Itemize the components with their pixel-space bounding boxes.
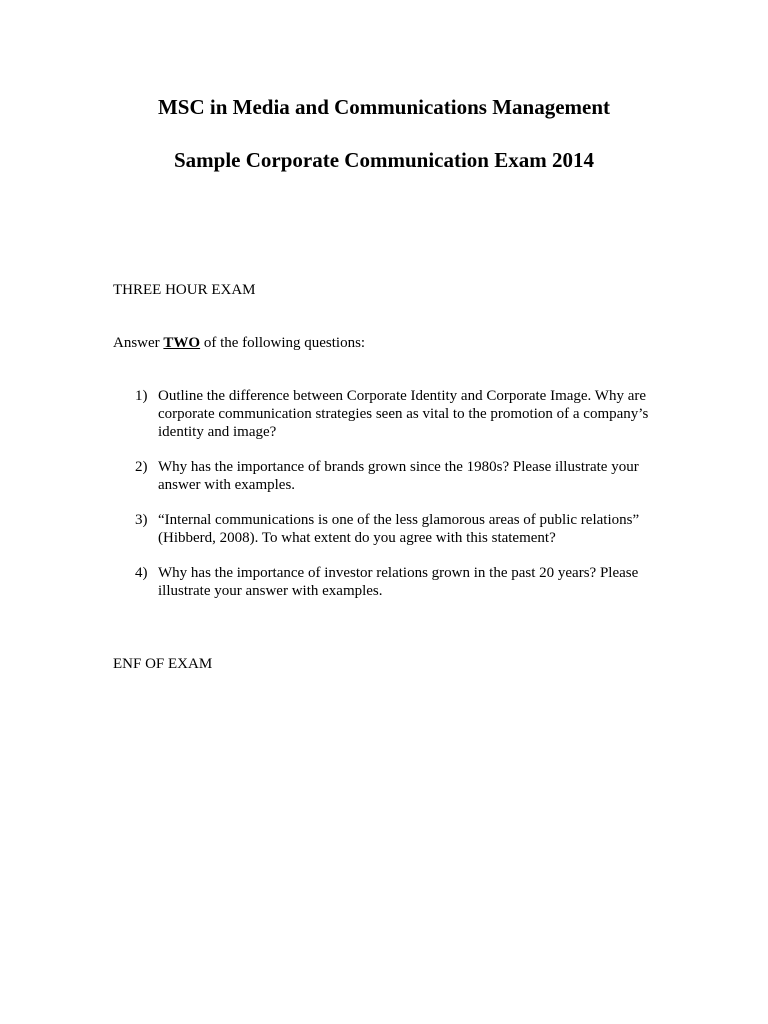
question-list bbox=[113, 387, 658, 617]
question-item bbox=[113, 564, 658, 600]
question-text: “Internal communications is one of the less glamorous areas of public relations” (Hibberd, 2008). To what extent do you agree with this statement? bbox=[158, 512, 640, 546]
question-number: 4) bbox=[135, 565, 148, 581]
question-number: 1) bbox=[135, 388, 148, 404]
instruction-emphasis: TWO bbox=[163, 335, 201, 351]
question-item bbox=[113, 511, 658, 547]
question-item bbox=[113, 458, 658, 494]
document-title: MSC in Media and Communications Management bbox=[157, 95, 611, 119]
instruction-suffix: of the following questions: bbox=[200, 335, 366, 351]
question-number: 3) bbox=[135, 512, 148, 528]
question-text: Why has the importance of brands grown since the 1980s? Please illustrate your answer with examples. bbox=[158, 459, 639, 493]
question-text: Why has the importance of investor relations grown in the past 20 years? Please illustrate your answer with examples. bbox=[158, 565, 639, 599]
instruction-prefix: Answer bbox=[113, 335, 164, 351]
end-note: ENF OF EXAM bbox=[113, 656, 213, 672]
question-number: 2) bbox=[135, 459, 148, 475]
question-item bbox=[113, 387, 658, 441]
document-subtitle: Sample Corporate Communication Exam 2014 bbox=[174, 148, 594, 172]
instruction bbox=[113, 334, 365, 352]
question-text: Outline the difference between Corporate Identity and Corporate Image. Why are corporate communication strategies seen as vital to the promotion of a company’s identity and image? bbox=[158, 388, 649, 440]
exam-duration: THREE HOUR EXAM bbox=[113, 282, 256, 298]
